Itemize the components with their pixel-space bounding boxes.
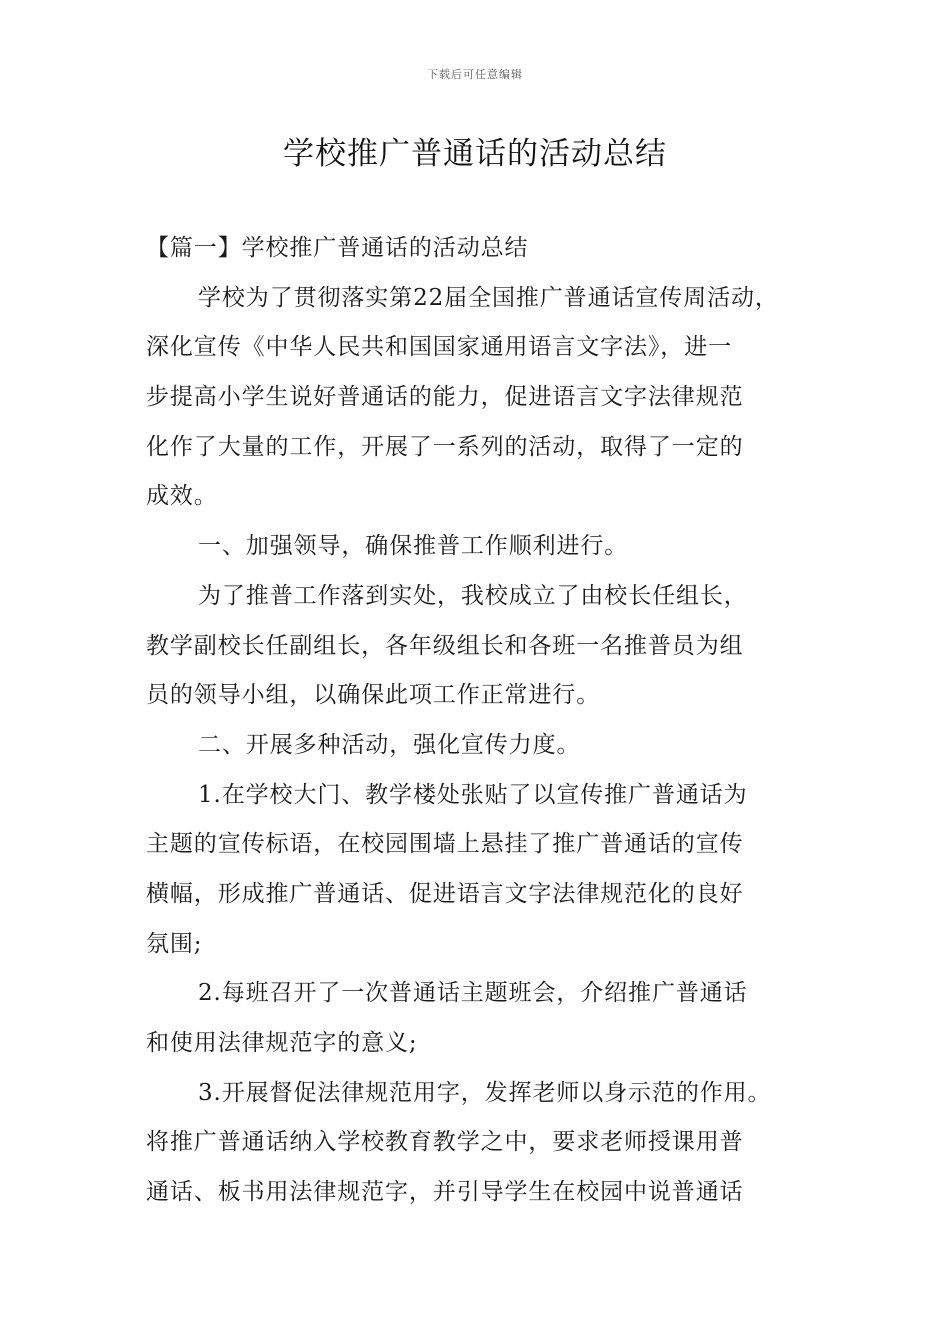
body-line: 为了推普工作落到实处，我校成立了由校长任组长， [198,582,748,609]
body-line: 步提高小学生说好普通话的能力，促进语言文字法律规范 [146,384,744,411]
body-line: 横幅，形成推广普通话、促进语言文字法律规范化的良好 [146,880,744,907]
document-body [146,224,836,1218]
body-line: 教学副校长任副组长，各年级组长和各班一名推普员为组 [146,632,744,659]
body-line: 1.在学校大门、教学楼处张贴了以宣传推广普通话为 [198,781,748,808]
page-header-note: 下载后可任意编辑 [427,68,523,81]
section-heading: 二、开展多种活动，强化宣传力度。 [198,731,581,758]
body-line: 氛围; [146,930,203,957]
body-line: 成效。 [146,483,218,510]
body-line: 通话、板书用法律规范字，并引导学生在校园中说普通话 [146,1179,744,1206]
body-line: 员的领导小组，以确保此项工作正常进行。 [146,682,601,709]
document-title: 学校推广普通话的活动总结 [283,136,667,172]
body-line: 化作了大量的工作，开展了一系列的活动，取得了一定的 [146,433,744,460]
body-line: 主题的宣传标语，在校园围墙上悬挂了推广普通话的宣传 [146,831,744,858]
body-line: 【篇一】学校推广普通话的活动总结 [146,235,529,261]
body-line: 深化宣传《中华人民共和国国家通用语言文字法》，进一 [146,334,732,361]
body-line: 2.每班召开了一次普通话主题班会，介绍推广普通话 [198,980,748,1007]
body-line: 和使用法律规范字的意义; [146,1030,418,1056]
body-line: 3.开展督促法律规范用字，发挥老师以身示范的作用。 [198,1079,772,1106]
body-line: 将推广普通话纳入学校教育教学之中，要求老师授课用普 [146,1129,744,1156]
section-heading: 一、加强领导，确保推普工作顺利进行。 [198,533,629,560]
body-line: 学校为了贯彻落实第22届全国推广普通话宣传周活动， [198,284,779,311]
